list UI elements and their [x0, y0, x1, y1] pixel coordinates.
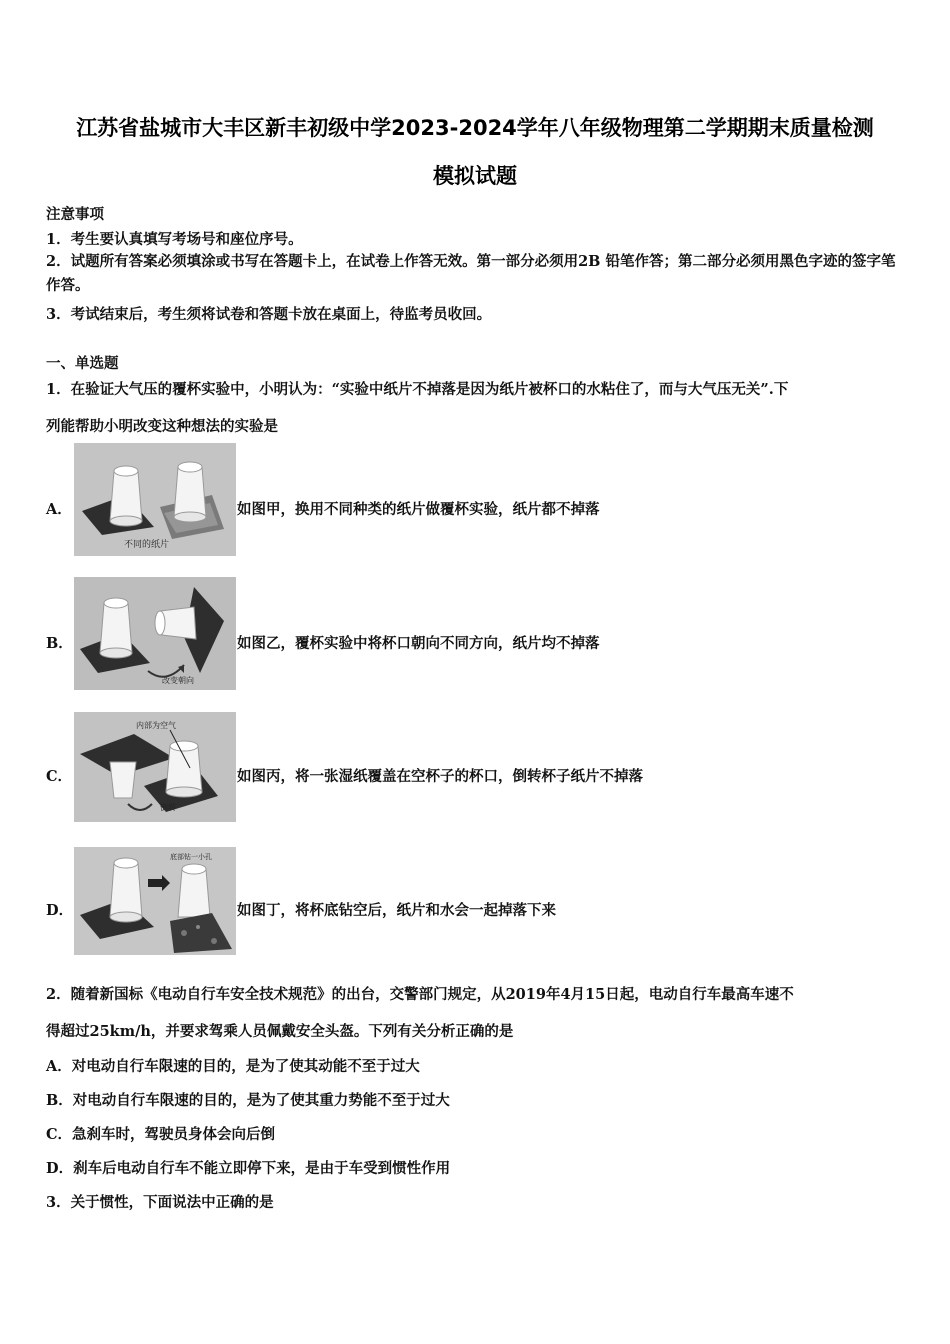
- q2-option-b: B．对电动自行车限速的目的，是为了使其重力势能不至于过大: [46, 1092, 450, 1109]
- notice-item-2: 2．试题所有答案必须填涂或书写在答题卡上，在试卷上作答无效。第一部分必须用2B 铅笔作答；第二部分必须用黑色字迹的签字笔作答。: [46, 253, 896, 294]
- q3-stem: 3．关于惯性，下面说法中正确的是: [46, 1194, 274, 1211]
- q1-option-c-photo-caption: 内部为空气: [136, 721, 176, 730]
- q1-option-d-photo-caption: 底部钻一小孔: [170, 853, 212, 861]
- q1-option-b-photo-caption: 改变朝向: [162, 676, 194, 685]
- q2-option-a: A．对电动自行车限速的目的，是为了使其动能不至于过大: [46, 1058, 420, 1075]
- q1-option-a-photo: [74, 443, 236, 556]
- q1-option-a-label: A．: [46, 501, 72, 518]
- q1-option-c-photo: [74, 712, 236, 822]
- q2-option-c: C．急刹车时，驾驶员身体会向后倒: [46, 1126, 276, 1143]
- q1-option-c-label: C．: [46, 768, 73, 785]
- section-heading: 一、单选题: [46, 355, 119, 372]
- notice-heading: 注意事项: [46, 206, 104, 223]
- q1-stem-line1: 1．在验证大气压的覆杯实验中，小明认为：“实验中纸片不掉落是因为纸片被杯口的水粘住了，而与大气压无关”.下: [46, 381, 789, 398]
- q2-option-d: D．刹车后电动自行车不能立即停下来，是由于车受到惯性作用: [46, 1160, 451, 1177]
- exam-title-line1: 江苏省盐城市大丰区新丰初级中学2023-2024学年八年级物理第二学期期末质量检测: [76, 116, 874, 140]
- q1-option-b-text: 如图乙，覆杯实验中将杯口朝向不同方向，纸片均不掉落: [237, 635, 600, 652]
- q1-option-b-label: B．: [46, 635, 73, 652]
- q1-option-a-text: 如图甲，换用不同种类的纸片做覆杯实验，纸片都不掉落: [237, 501, 600, 518]
- q2-stem-line2: 得超过25km/h，并要求驾乘人员佩戴安全头盔。下列有关分析正确的是: [46, 1023, 514, 1040]
- exam-title-line2: 模拟试题: [433, 164, 517, 188]
- q1-option-a-photo-caption: 不同的纸片: [124, 540, 170, 550]
- q1-option-d-text: 如图丁，将杯底钻空后，纸片和水会一起掉落下来: [237, 902, 556, 919]
- q1-option-c-photo-caption-2: 倒转: [160, 803, 176, 812]
- q1-option-d-label: D．: [46, 902, 74, 919]
- q2-stem-line1: 2．随着新国标《电动自行车安全技术规范》的出台，交警部门规定，从2019年4月15日起，电动自行车最高车速不: [46, 986, 794, 1003]
- q1-stem-line2: 列能帮助小明改变这种想法的实验是: [46, 418, 278, 435]
- q1-option-c-text: 如图丙，将一张湿纸覆盖在空杯子的杯口，倒转杯子纸片不掉落: [237, 768, 643, 785]
- notice-item-3: 3．考试结束后，考生须将试卷和答题卡放在桌面上，待监考员收回。: [46, 306, 492, 323]
- q1-option-b-photo: [74, 577, 236, 690]
- notice-item-1: 1．考生要认真填写考场号和座位序号。: [46, 231, 303, 248]
- q1-option-d-photo: [74, 847, 236, 955]
